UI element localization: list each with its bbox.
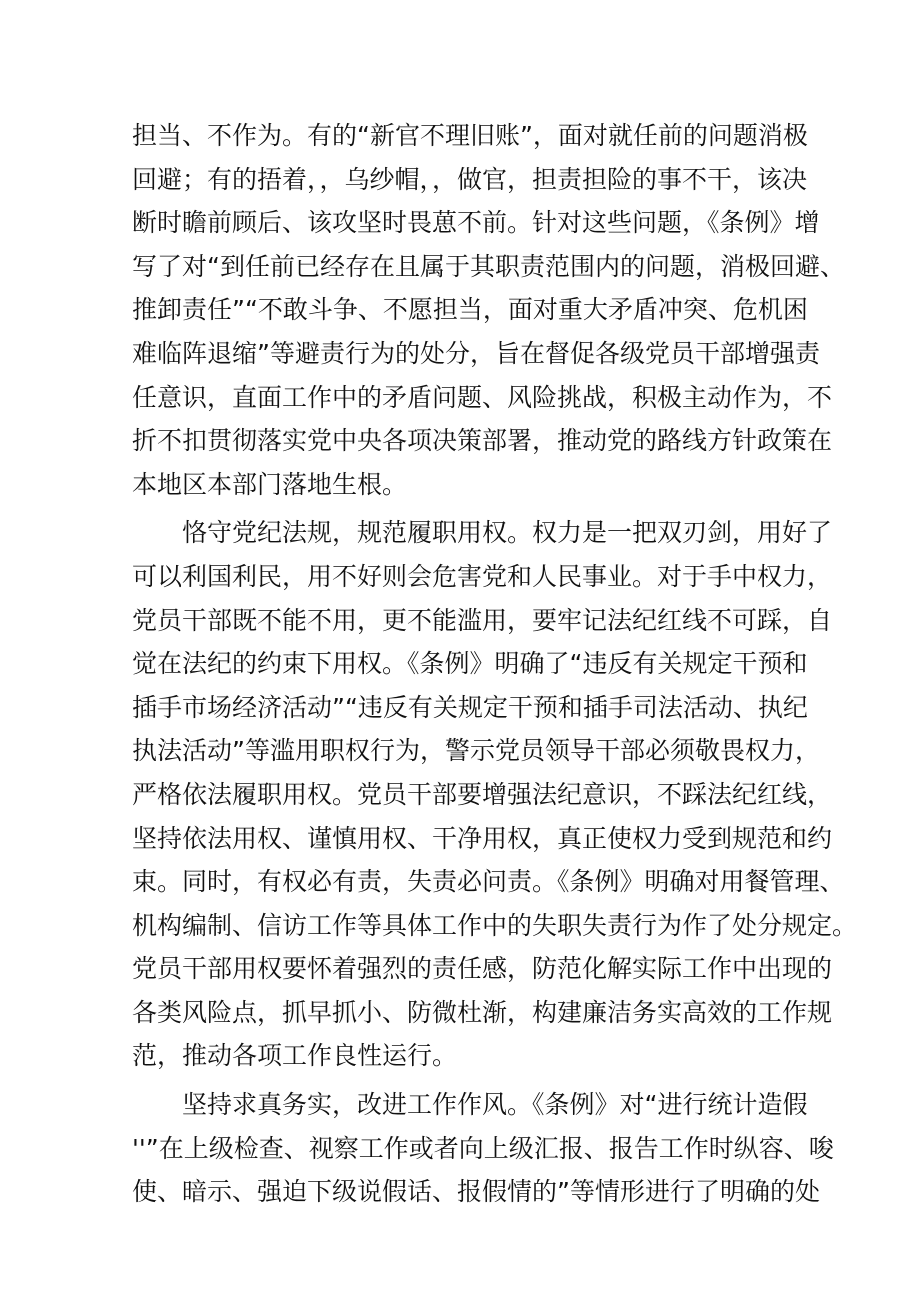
paragraph-3	[132, 1083, 834, 1214]
text-line: 断时瞻前顾后、该攻坚时畏葸不前。针对这些问题，《条例》增	[132, 208, 820, 238]
text-line: ''”在上级检查、视察工作或者向上级汇报、报告工作时纵容、唆	[132, 1133, 834, 1163]
text-line: 范，推动各项工作良性运行。	[132, 1041, 458, 1071]
text-line: 担当、不作为。有的“新官不理旧账”，面对就任前的问题消极	[132, 121, 808, 150]
text-line: 束。同时，有权必有责，失责必问责。《条例》明确对用餐管理、	[132, 867, 845, 897]
text-line: 坚持求真务实，改进工作作风。《条例》对“进行统计造假	[132, 1090, 808, 1120]
text-line: 机构编制、信访工作等具体工作中的失职失责行为作了处分规定。	[132, 910, 858, 940]
text-line: 严格依法履职用权。党员干部要增强法纪意识，不踩法纪红线，	[132, 779, 833, 809]
text-line: 觉在法纪的约束下用权。《条例》明确了“违反有关规定干预和	[132, 649, 808, 679]
text-line: 本地区本部门落地生根。	[132, 469, 408, 499]
paragraph-2	[132, 511, 858, 1078]
text-line: 使、暗示、强迫下级说假话、报假情的”等情形进行了明确的处	[132, 1177, 820, 1207]
text-line: 插手市场经济活动”“违反有关规定干预和插手司法活动、执纪	[132, 692, 808, 722]
text-line: 推卸责任”“不敢斗争、不愿担当，面对重大矛盾冲突、危机困	[132, 295, 808, 325]
text-line: 坚持依法用权、谨慎用权、干净用权，真正使权力受到规范和约	[132, 823, 833, 853]
text-line: 写了对“到任前已经存在且属于其职责范围内的问题，消极回避、	[132, 251, 845, 281]
text-line: 恪守党纪法规，规范履职用权。权力是一把双刃剑，用好了	[132, 518, 833, 548]
text-line: 可以利国利民，用不好则会危害党和人民事业。对于手中权力，	[132, 561, 833, 591]
text-line: 党员干部既不能不用，更不能滥用，要牢记法纪红线不可踩，自	[132, 605, 833, 635]
text-line: 党员干部用权要怀着强烈的责任感，防范化解实际工作中出现的	[132, 954, 833, 984]
text-line: 各类风险点，抓早抓小、防微杜渐，构建廉洁务实高效的工作规	[132, 997, 833, 1027]
text-line: 回避；有的捂着，，乌纱帽，，做官，担责担险的事不干，该决	[132, 164, 808, 194]
text-line: 执法活动”等滥用职权行为，警示党员领导干部必须敬畏权力，	[132, 736, 820, 766]
text-line: 难临阵退缩”等避责行为的处分，旨在督促各级党员干部增强责	[132, 338, 820, 368]
body-text	[132, 114, 858, 1214]
paragraph-1	[132, 114, 845, 506]
text-line: 折不扣贯彻落实党中央各项决策部署，推动党的路线方针政策在	[132, 426, 833, 456]
text-line: 任意识，直面工作中的矛盾问题、风险挑战，积极主动作为，不	[132, 382, 833, 412]
